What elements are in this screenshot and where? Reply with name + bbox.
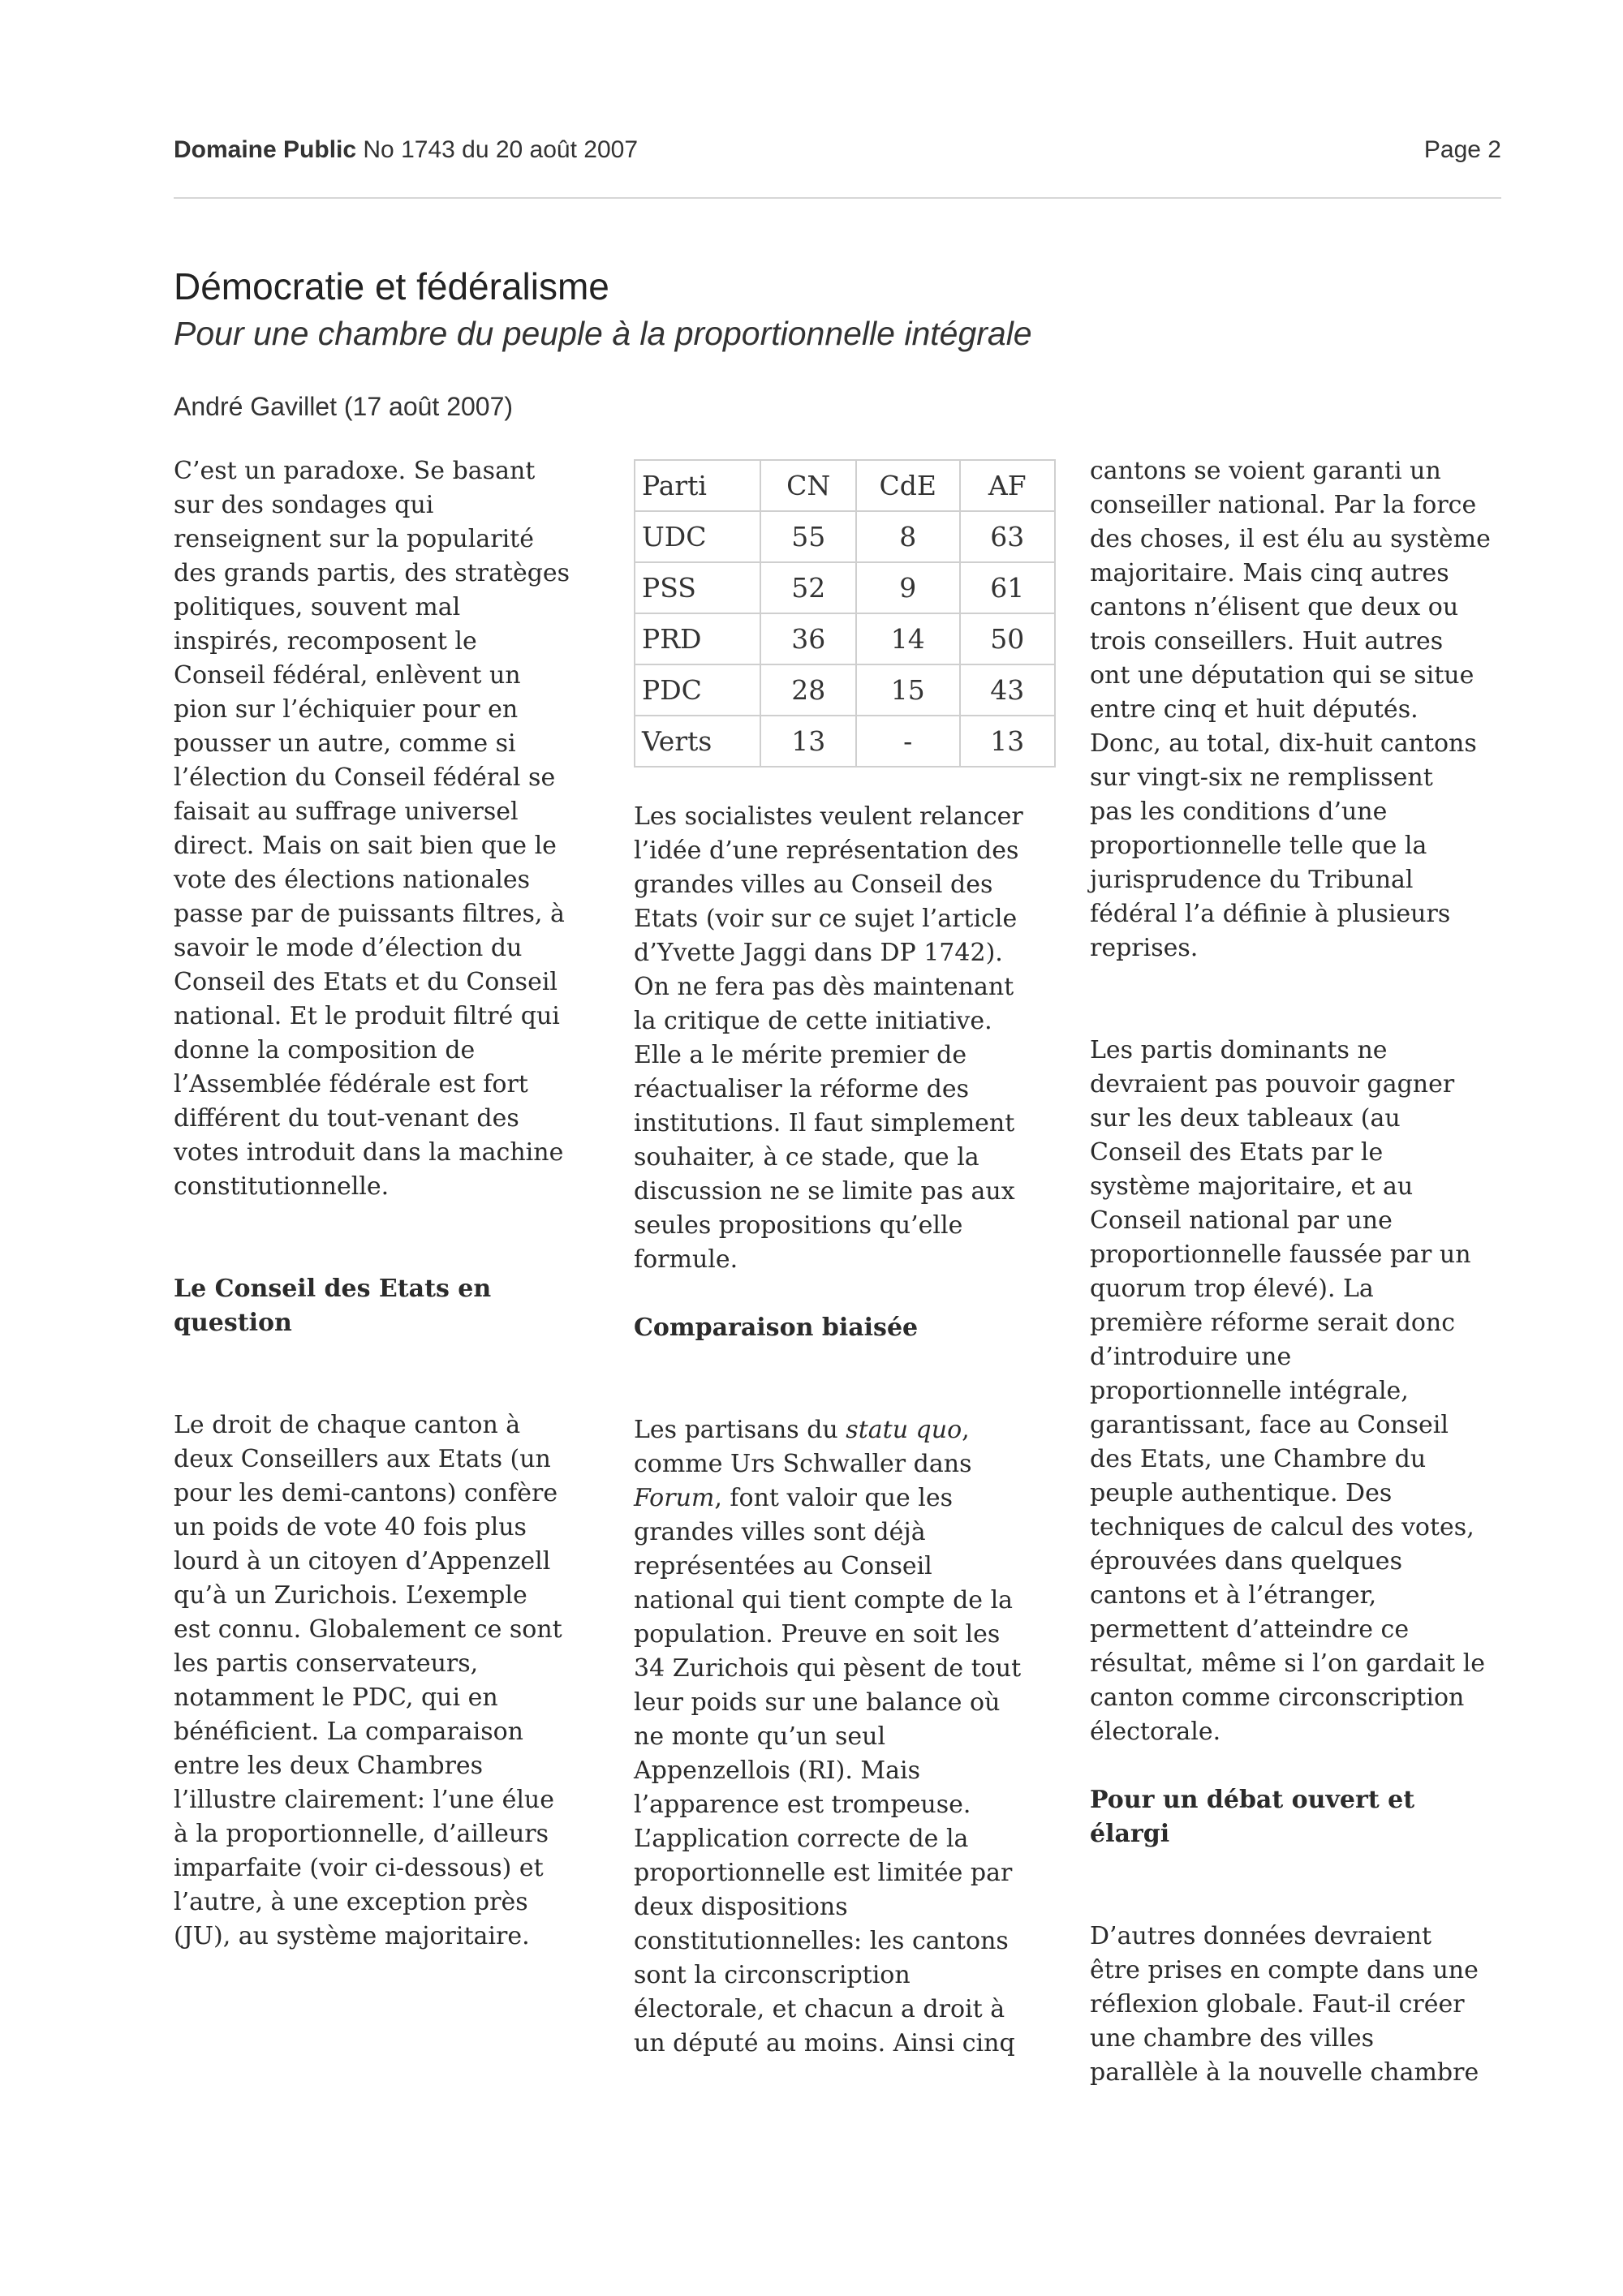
- table-header-row: [635, 460, 1055, 511]
- text-line: première réforme serait donc: [1090, 1309, 1456, 1337]
- text-line: deux Conseillers aux Etats (un: [174, 1445, 551, 1473]
- text-line: [634, 1481, 1056, 1516]
- article-title: Démocratie et fédéralisme: [174, 265, 609, 307]
- text-line: sur vingt-six ne remplissent: [1090, 763, 1433, 792]
- text-line: permettent d’atteindre ce: [1090, 1615, 1410, 1644]
- article-byline: André Gavillet (17 août 2007): [174, 392, 514, 421]
- table-cell: 13: [960, 716, 1055, 767]
- section-heading: [174, 1272, 604, 1340]
- text-line: grandes villes sont déjà: [634, 1518, 926, 1546]
- text-line: système majoritaire, et au: [1090, 1172, 1414, 1201]
- text-line: Les socialistes veulent relancer: [634, 802, 1023, 831]
- text-line: ne monte qu’un seul: [634, 1722, 886, 1751]
- paragraph: [1090, 454, 1520, 965]
- section-heading: Comparaison biaisée: [634, 1314, 919, 1342]
- text-line: souhaiter, à ce stade, que la: [634, 1143, 979, 1172]
- issue-info: No 1743 du 20 août 2007: [363, 136, 639, 163]
- text-line: parallèle à la nouvelle chambre: [1090, 2058, 1479, 2087]
- text-line: Appenzellois (RI). Mais: [634, 1756, 920, 1785]
- text-line: Le droit de chaque canton à: [174, 1411, 521, 1439]
- spacer: [1090, 1851, 1520, 1920]
- text-line: leur poids sur une balance où: [634, 1688, 1001, 1717]
- text-line: un poids de vote 40 fois plus: [174, 1513, 527, 1541]
- text-line: proportionnelle est limitée par: [634, 1859, 1013, 1887]
- table-row: [635, 511, 1055, 562]
- text-line: renseignent sur la popularité: [174, 525, 534, 553]
- text-line: d’introduire une: [1090, 1343, 1292, 1371]
- text-line: électorale, et chacun a droit à: [634, 1995, 1005, 2023]
- table-cell: 50: [960, 613, 1055, 664]
- text-line: l’élection du Conseil fédéral se: [174, 763, 556, 792]
- text-line: cantons se voient garanti un: [1090, 457, 1441, 485]
- text-line: réactualiser la réforme des: [634, 1075, 969, 1103]
- paragraph: [174, 1408, 604, 1954]
- text-line: direct. Mais on sait bien que le: [174, 832, 557, 860]
- publication-name: Domaine Public: [174, 136, 357, 163]
- column-2: [634, 454, 1056, 2061]
- text-line: cantons et à l’étranger,: [1090, 1581, 1377, 1610]
- text-line: imparfaite (voir ci-dessous) et: [174, 1854, 544, 1882]
- text-line: majoritaire. Mais cinq autres: [1090, 559, 1449, 587]
- table-cell: Verts: [635, 716, 760, 767]
- spacer: [1090, 965, 1520, 1034]
- text-line: d’Yvette Jaggi dans DP 1742).: [634, 939, 1003, 967]
- text-line: sont la circonscription: [634, 1961, 911, 1989]
- table-cell: -: [856, 716, 960, 767]
- text-line: est connu. Globalement ce sont: [174, 1615, 562, 1644]
- text-line: résultat, même si l’on gardait le: [1090, 1649, 1486, 1678]
- paragraph: [634, 1413, 1056, 2061]
- table-row: [635, 716, 1055, 767]
- text-line: On ne fera pas dès maintenant: [634, 973, 1014, 1001]
- text-line: pas les conditions d’une: [1090, 798, 1388, 826]
- text-line: l’Assemblée fédérale est fort: [174, 1070, 528, 1099]
- text-line: proportionnelle faussée par un: [1090, 1240, 1471, 1269]
- text-line: pion sur l’échiquier pour en: [174, 695, 519, 724]
- column-1: [174, 454, 604, 1954]
- heading-line: élargi: [1090, 1820, 1170, 1848]
- text-line: entre les deux Chambres: [174, 1752, 484, 1780]
- text-line: [634, 1413, 1056, 1447]
- table-header-cell: AF: [960, 460, 1055, 511]
- text-line: devraient pas pouvoir gagner: [1090, 1070, 1455, 1099]
- text-line: l’autre, à une exception près: [174, 1888, 528, 1916]
- table-row: [635, 664, 1055, 716]
- text-line: (JU), au système majoritaire.: [174, 1922, 530, 1950]
- table-cell: 14: [856, 613, 960, 664]
- text-line: Les partis dominants ne: [1090, 1036, 1388, 1064]
- text-line: l’illustre clairement: l’une élue: [174, 1786, 554, 1814]
- paragraph: [174, 454, 604, 1204]
- text-line: faisait au suffrage universel: [174, 798, 519, 826]
- text-line: électorale.: [1090, 1718, 1221, 1746]
- text-line: constitutionnelle.: [174, 1172, 390, 1201]
- paragraph: [634, 800, 1056, 1277]
- text-line: réflexion globale. Faut-il créer: [1090, 1990, 1465, 2019]
- party-seats-table: [634, 459, 1056, 767]
- text-run: Les partisans du: [634, 1416, 846, 1444]
- table-cell: PDC: [635, 664, 760, 716]
- table-row: [635, 562, 1055, 613]
- text-line: trois conseillers. Huit autres: [1090, 627, 1444, 656]
- text-line: les partis conservateurs,: [174, 1649, 479, 1678]
- text-line: D’autres données devraient: [1090, 1922, 1432, 1950]
- text-line: sur des sondages qui: [174, 491, 434, 519]
- text-line: jurisprudence du Tribunal: [1090, 866, 1414, 894]
- text-line: L’application correcte de la: [634, 1825, 969, 1853]
- table-cell: 28: [760, 664, 856, 716]
- text-line: peuple authentique. Des: [1090, 1479, 1393, 1507]
- paragraph: [1090, 1034, 1520, 1749]
- text-line: reprises.: [1090, 934, 1199, 962]
- text-line: politiques, souvent mal: [174, 593, 461, 621]
- table-cell: 61: [960, 562, 1055, 613]
- text-line: conseiller national. Par la force: [1090, 491, 1477, 519]
- text-line: garantissant, face au Conseil: [1090, 1411, 1449, 1439]
- text-line: un député au moins. Ainsi cinq: [634, 2029, 1015, 2057]
- text-line: Conseil des Etats et du Conseil: [174, 968, 558, 996]
- table-row: [635, 613, 1055, 664]
- page-number: Page 2: [1423, 136, 1501, 163]
- text-line: fédéral l’a définie à plusieurs: [1090, 900, 1451, 928]
- text-line: entre cinq et huit députés.: [1090, 695, 1419, 724]
- text-line: Conseil national par une: [1090, 1206, 1393, 1235]
- text-line: pour les demi-cantons) confère: [174, 1479, 558, 1507]
- table-cell: 52: [760, 562, 856, 613]
- text-line: quorum trop élevé). La: [1090, 1275, 1374, 1303]
- table-cell: 15: [856, 664, 960, 716]
- table-cell: 8: [856, 511, 960, 562]
- text-line: être prises en compte dans une: [1090, 1956, 1479, 1984]
- text-line: discussion ne se limite pas aux: [634, 1177, 1015, 1206]
- text-line: une chambre des villes: [1090, 2024, 1374, 2053]
- text-line: Etats (voir sur ce sujet l’article: [634, 905, 1018, 933]
- text-line: représentées au Conseil: [634, 1552, 932, 1580]
- text-line: différent du tout-venant des: [174, 1104, 519, 1133]
- italic-term: Forum: [634, 1484, 715, 1512]
- text-line: des choses, il est élu au système: [1090, 525, 1491, 553]
- spacer: [174, 1204, 604, 1272]
- text-line: éprouvées dans quelques: [1090, 1547, 1402, 1576]
- spacer: [634, 1277, 1056, 1311]
- text-line: national qui tient compte de la: [634, 1586, 1014, 1615]
- table-header-cell: CdE: [856, 460, 960, 511]
- table-header-cell: Parti: [635, 460, 760, 511]
- table-cell: 63: [960, 511, 1055, 562]
- text-line: deux dispositions: [634, 1893, 848, 1921]
- text-line: population. Preuve en soit les: [634, 1620, 1001, 1649]
- text-line: canton comme circonscription: [1090, 1683, 1465, 1712]
- text-line: Conseil fédéral, enlèvent un: [174, 661, 521, 690]
- text-line: bénéficient. La comparaison: [174, 1718, 523, 1746]
- page-header: [174, 136, 1501, 169]
- text-line: la critique de cette initiative.: [634, 1007, 992, 1035]
- table-header-cell: CN: [760, 460, 856, 511]
- text-line: Donc, au total, dix-huit cantons: [1090, 729, 1477, 758]
- text-line: ont une députation qui se situe: [1090, 661, 1474, 690]
- text-line: 34 Zurichois qui pèsent de tout: [634, 1654, 1022, 1683]
- text-line: grandes villes au Conseil des: [634, 871, 993, 899]
- text-line: l’apparence est trompeuse.: [634, 1791, 971, 1819]
- text-line: notamment le PDC, qui en: [174, 1683, 498, 1712]
- text-line: donne la composition de: [174, 1036, 476, 1064]
- text-line: C’est un paradoxe. Se basant: [174, 457, 536, 485]
- table-cell: 55: [760, 511, 856, 562]
- party-table-wrapper: [634, 459, 1056, 800]
- spacer: [1090, 1749, 1520, 1783]
- header-publication: [174, 136, 638, 164]
- text-line: Conseil des Etats par le: [1090, 1138, 1384, 1167]
- text-line: comme Urs Schwaller dans: [634, 1450, 972, 1478]
- text-line: proportionnelle telle que la: [1090, 832, 1427, 860]
- text-line: savoir le mode d’élection du: [174, 934, 523, 962]
- text-line: formule.: [634, 1245, 738, 1274]
- text-line: sur les deux tableaux (au: [1090, 1104, 1401, 1133]
- table-cell: 9: [856, 562, 960, 613]
- text-line: lourd à un citoyen d’Appenzell: [174, 1547, 551, 1576]
- text-line: seules propositions qu’elle: [634, 1211, 963, 1240]
- table-cell: PRD: [635, 613, 760, 664]
- text-run: ,: [962, 1416, 970, 1444]
- text-line: Elle a le mérite premier de: [634, 1041, 967, 1069]
- text-run: , font valoir que les: [714, 1484, 954, 1512]
- table-cell: PSS: [635, 562, 760, 613]
- text-line: institutions. Il faut simplement: [634, 1109, 1015, 1137]
- text-line: cantons n’élisent que deux ou: [1090, 593, 1459, 621]
- text-line: inspirés, recomposent le: [174, 627, 477, 656]
- text-line: qu’à un Zurichois. L’exemple: [174, 1581, 527, 1610]
- text-line: national. Et le produit filtré qui: [174, 1002, 560, 1030]
- table-cell: 13: [760, 716, 856, 767]
- table-cell: 43: [960, 664, 1055, 716]
- table-cell: UDC: [635, 511, 760, 562]
- text-line: votes introduit dans la machine: [174, 1138, 564, 1167]
- text-line: proportionnelle intégrale,: [1090, 1377, 1409, 1405]
- text-line: pousser un autre, comme si: [174, 729, 516, 758]
- text-line: l’idée d’une représentation des: [634, 836, 1019, 865]
- section-heading: [1090, 1783, 1520, 1851]
- text-line: vote des élections nationales: [174, 866, 530, 894]
- heading-line: Pour un débat ouvert et: [1090, 1786, 1415, 1814]
- header-divider: [174, 197, 1501, 199]
- text-line: techniques de calcul des votes,: [1090, 1513, 1474, 1541]
- column-3: [1090, 454, 1520, 2090]
- italic-term: statu quo: [846, 1416, 962, 1444]
- text-line: passe par de puissants filtres, à: [174, 900, 565, 928]
- heading-line: Le Conseil des Etats en: [174, 1275, 492, 1303]
- spacer: [174, 1340, 604, 1408]
- text-line: à la proportionnelle, d’ailleurs: [174, 1820, 549, 1848]
- paragraph: [1090, 1920, 1520, 2090]
- heading-line: question: [174, 1309, 292, 1337]
- text-line: des grands partis, des stratèges: [174, 559, 570, 587]
- text-line: des Etats, une Chambre du: [1090, 1445, 1427, 1473]
- article-subtitle: Pour une chambre du peuple à la proportionnelle intégrale: [174, 315, 1032, 352]
- text-line: constitutionnelles: les cantons: [634, 1927, 1009, 1955]
- spacer: [634, 1345, 1056, 1413]
- table-cell: 36: [760, 613, 856, 664]
